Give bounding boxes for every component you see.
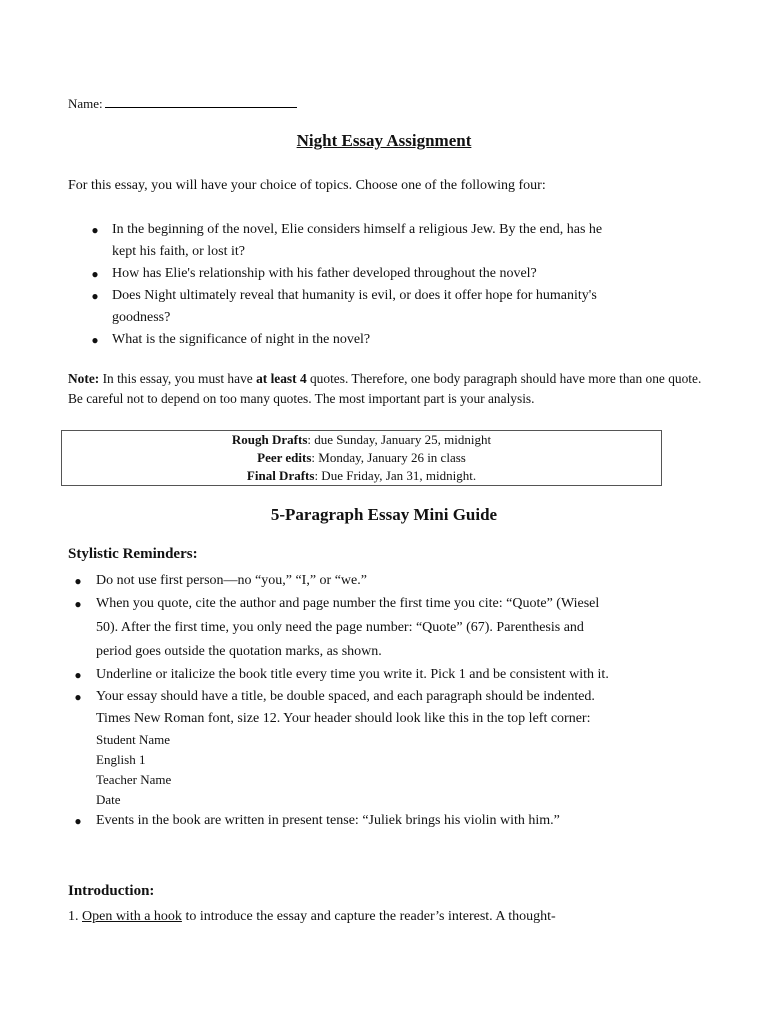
list-item: ● When you quote, cite the author and page number the first time you cite: “Quote” (Wiesel 50). After the first time, you only need the page number: “Quote” (67). Parenthesis and period goes outside the quotation marks, as shown.	[73, 592, 713, 664]
bullet-icon: ●	[91, 333, 99, 347]
stylistic-heading: Stylistic Reminders:	[68, 546, 198, 562]
list-item: ● Your essay should have a title, be double spaced, and each paragraph should be indented. Times New Roman font, size 12. Your header should look like this in the top left corner: Student Name English 1 Teacher Name Date	[73, 686, 713, 810]
guide-title: 5-Paragraph Essay Mini Guide	[270, 505, 498, 524]
hook-underline: Open with a hook	[82, 909, 182, 924]
due-date-row: Peer edits: Monday, January 26 in class	[257, 450, 466, 465]
assignment-title: Night Essay Assignment	[296, 131, 472, 150]
name-blank-line[interactable]	[105, 94, 297, 108]
note-emphasis: at least 4	[256, 371, 307, 386]
bullet-icon: ●	[91, 267, 99, 281]
bullet-icon: ●	[74, 574, 82, 588]
bullet-icon: ●	[74, 597, 82, 611]
bullet-icon: ●	[91, 289, 99, 303]
due-date-row: Rough Drafts: due Sunday, January 25, midnight	[231, 432, 492, 447]
header-sample: Student Name English 1 Teacher Name Date	[96, 732, 172, 807]
intro-text: For this essay, you will have your choice of topics. Choose one of the following four:	[68, 178, 546, 193]
list-item: ● Does Night ultimately reveal that humanity is evil, or does it offer hope for humanity's goodness?	[90, 285, 710, 329]
list-item: ● In the beginning of the novel, Elie considers himself a religious Jew. By the end, has he kept his faith, or lost it?	[90, 219, 710, 263]
introduction-step: 1. Open with a hook to introduce the essay and capture the reader’s interest. A thought-	[68, 909, 556, 924]
note-paragraph: Note: In this essay, you must have at least 4 quotes. Therefore, one body paragraph should have more than one quote. Be careful not to depend on too many quotes. The most important part is your analysis.	[68, 371, 702, 406]
reminder-list	[73, 570, 713, 832]
name-field	[68, 94, 297, 112]
bullet-icon: ●	[74, 668, 82, 682]
due-dates-box	[61, 430, 662, 486]
bullet-icon: ●	[91, 223, 99, 237]
name-label: Name:	[68, 96, 103, 111]
topic-list	[90, 219, 710, 351]
due-date-row: Final Drafts: Due Friday, Jan 31, midnight.	[246, 468, 477, 483]
list-item: ● Do not use first person—no “you,” “I,” or “we.”	[73, 570, 713, 592]
list-item: ● What is the significance of night in the novel?	[90, 329, 710, 351]
bullet-icon: ●	[74, 814, 82, 828]
list-item: ● Events in the book are written in present tense: “Juliek brings his violin with him.”	[73, 810, 713, 832]
note-label: Note:	[68, 371, 100, 386]
bullet-icon: ●	[74, 690, 82, 704]
list-item: ● Underline or italicize the book title every time you write it. Pick 1 and be consistent with it.	[73, 664, 713, 686]
introduction-heading: Introduction:	[68, 883, 155, 899]
list-item: ● How has Elie's relationship with his father developed throughout the novel?	[90, 263, 710, 285]
